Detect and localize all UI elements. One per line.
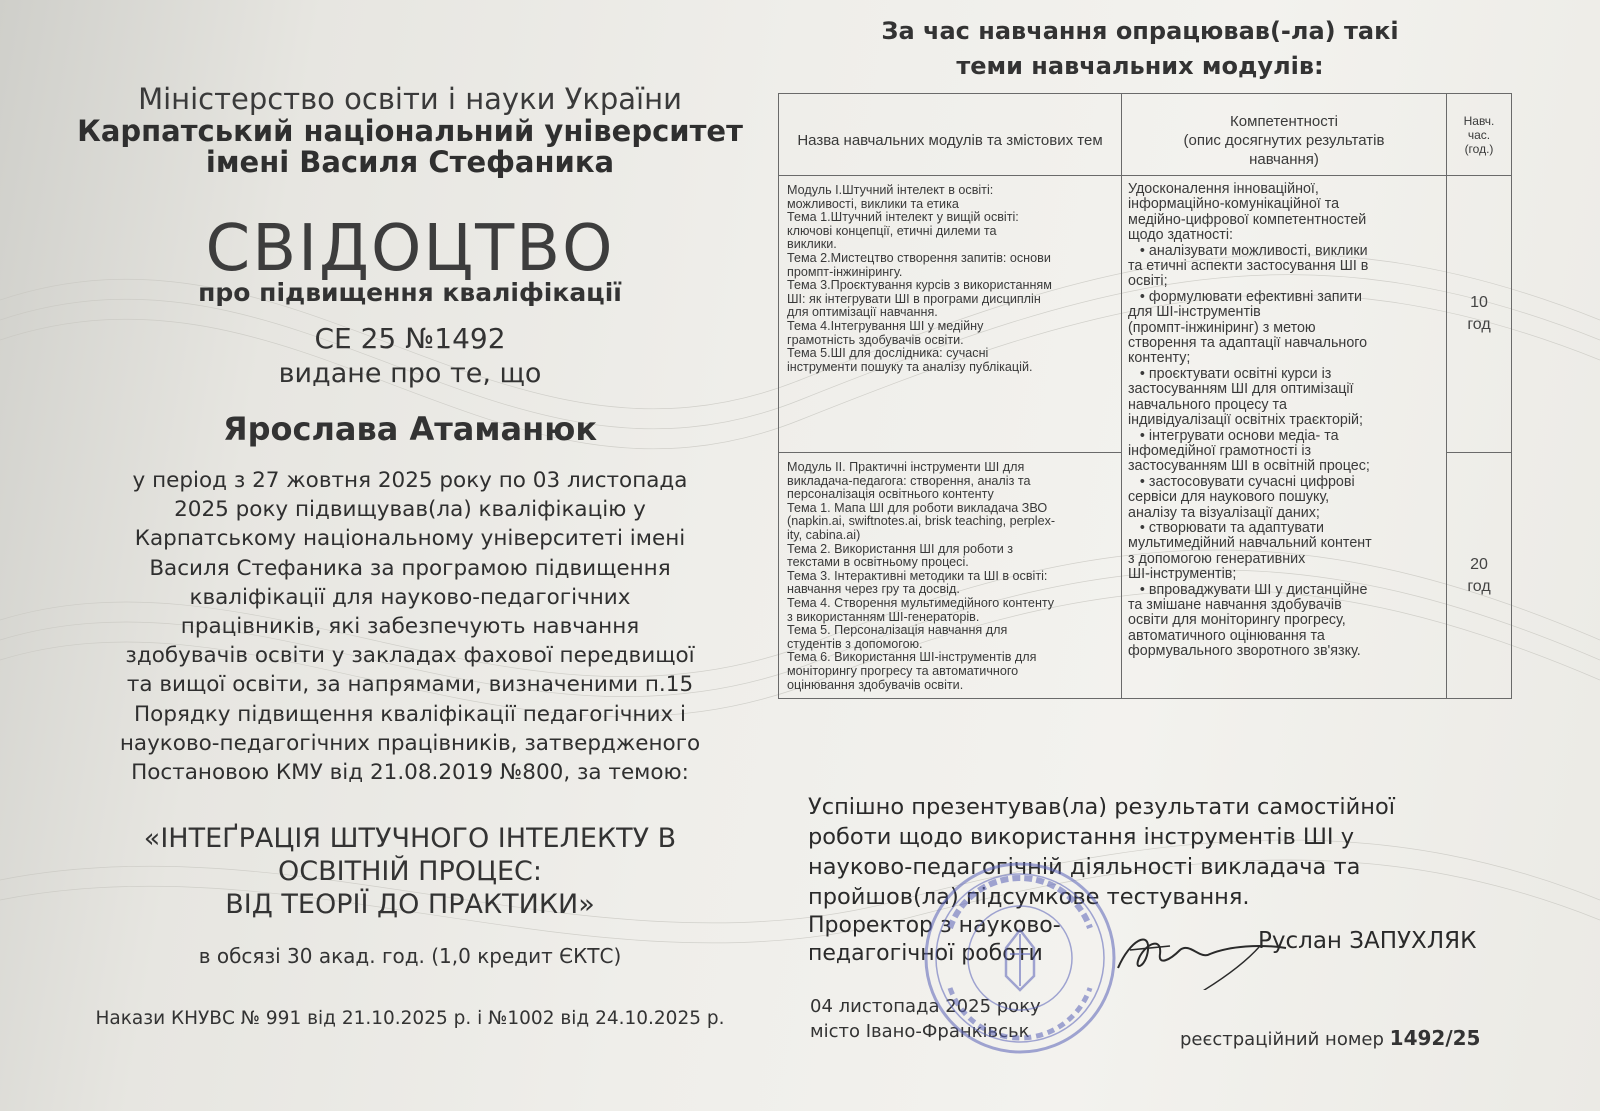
certificate-number: СЕ 25 №1492 bbox=[314, 322, 506, 355]
header-line: (год.) bbox=[1464, 141, 1494, 156]
module-line: текстами в освітньому процесі. bbox=[787, 555, 969, 570]
result-line: науково-педагогічній діяльності викладача та bbox=[808, 854, 1361, 880]
competence-line: та змішане навчання здобувачів bbox=[1128, 596, 1342, 613]
course-topic bbox=[60, 822, 760, 921]
module-1-hours bbox=[1447, 176, 1512, 453]
module-1-cell bbox=[779, 176, 1122, 453]
competence-line: аналізу та візуалізації даних; bbox=[1128, 504, 1320, 521]
body-line: науково-педагогічних працівників, затвердженого bbox=[119, 730, 701, 756]
module-line: студентів з допомогою. bbox=[787, 636, 923, 651]
holder-name: Ярослава Атаманюк bbox=[222, 410, 598, 448]
competence-line: створення та адаптації навчального bbox=[1128, 335, 1368, 352]
header-line: (опис досягнутих результатів bbox=[1183, 132, 1385, 149]
module-line: Тема 1.Штучний інтелект у вищій освіті: bbox=[787, 210, 1019, 225]
body-line: Порядку підвищення кваліфікації педагогічних і bbox=[134, 701, 686, 727]
signer-name: Руслан ЗАПУХЛЯК bbox=[1258, 928, 1477, 954]
body-line: у період з 27 жовтня 2025 року по 03 листопада bbox=[132, 468, 688, 493]
body-line: працівників, які забезпечують навчання bbox=[180, 614, 640, 640]
competence-line: навчального процесу та bbox=[1128, 396, 1287, 413]
module-line: ШІ: як інтегрувати ШІ в програми дисциплін bbox=[787, 291, 1041, 306]
certificate-subtitle: про підвищення кваліфікації bbox=[198, 278, 622, 307]
module-2-hours bbox=[1447, 453, 1512, 699]
header-competences bbox=[1122, 94, 1447, 176]
competence-line: • застосовувати сучасні цифрові bbox=[1128, 473, 1355, 490]
module-line: Тема 4.Інтегрування ШІ у медійну bbox=[787, 318, 984, 333]
module-line: грамотність здобувачів освіти. bbox=[787, 332, 964, 347]
course-volume: в обсязі 30 акад. год. (1,0 кредит ЄКТС) bbox=[198, 944, 622, 968]
module-line: Тема 2.Мистецтво створення запитів: основи bbox=[787, 250, 1051, 265]
competence-line: Удосконалення інноваційної, bbox=[1128, 181, 1319, 197]
module-line: ключові концепції, етичні дилеми та bbox=[787, 223, 997, 238]
module-line: Тема 5.ШІ для дослідника: сучасні bbox=[787, 346, 989, 361]
position-line: педагогічної роботи bbox=[808, 941, 1043, 966]
module-line: промпт-інжинірингу. bbox=[787, 264, 903, 279]
competence-line: сервіси для наукового пошуку, bbox=[1128, 489, 1330, 506]
module-line: інструменти пошуку та аналізу публікацій. bbox=[787, 359, 1033, 374]
issue-city: місто Івано-Франківськ bbox=[810, 1021, 1030, 1042]
module-line: Модуль ІІ. Практичні інструменти ШІ для bbox=[787, 460, 1025, 474]
result-line: Успішно презентував(ла) результати самостійної bbox=[808, 794, 1396, 820]
result-statement bbox=[808, 792, 1498, 912]
topic-line: ОСВІТНІЙ ПРОЦЕС: bbox=[278, 856, 542, 887]
competence-line: індивідуалізації освітніх траєкторій; bbox=[1128, 412, 1363, 429]
competence-line: медійно-цифрової компетентностей bbox=[1128, 211, 1367, 228]
reg-label: реєстраційний номер bbox=[1180, 1029, 1384, 1050]
module-line: Тема 3. Інтерактивні методики та ШІ в освіті: bbox=[787, 568, 1048, 583]
topic-line: ВІД ТЕОРІЇ ДО ПРАКТИКИ» bbox=[225, 889, 595, 920]
competence-line: інфомедійної грамотності із bbox=[1128, 442, 1312, 459]
module-line: Модуль І.Штучний інтелект в освіті: bbox=[787, 183, 994, 197]
header-line: Компетентності bbox=[1230, 113, 1338, 130]
heading-line: За час навчання опрацював(-ла) такі bbox=[881, 17, 1399, 45]
competence-line: застосуванням ШІ в освітній процес; bbox=[1128, 458, 1370, 475]
competence-line: • проєктувати освітні курси із bbox=[1128, 365, 1332, 382]
module-line: можливості, виклики та етика bbox=[787, 196, 959, 211]
module-line: моніторингу прогресу та автоматичного bbox=[787, 663, 1019, 678]
competence-line: контенту; bbox=[1128, 350, 1191, 367]
certificate-body bbox=[60, 466, 760, 787]
module-2-cell bbox=[779, 453, 1122, 699]
module-line: Тема 4. Створення мультимедійного контенту bbox=[787, 595, 1055, 610]
hours-value: 10 bbox=[1470, 294, 1488, 311]
module-line: навчання через гру та досвід. bbox=[787, 582, 960, 597]
module-line: персоналізація освітнього контенту bbox=[787, 487, 994, 502]
orders-reference: Накази КНУВС № 991 від 21.10.2025 р. і №1002 від 24.10.2025 р. bbox=[95, 1008, 725, 1029]
modules-table bbox=[778, 93, 1512, 699]
modules-heading bbox=[780, 14, 1500, 84]
competence-line: інформаційно-комунікаційної та bbox=[1128, 196, 1340, 213]
position-line: Проректор з науково- bbox=[808, 913, 1061, 938]
competence-line: • впроваджувати ШІ у дистанційне bbox=[1128, 581, 1368, 598]
certificate-title: СВІДОЦТВО bbox=[205, 212, 615, 286]
university-line: імені Василя Стефаника bbox=[205, 145, 615, 179]
module-line: ity, cabina.ai) bbox=[787, 527, 861, 542]
competence-line: формувального зворотного зв'язку. bbox=[1128, 643, 1361, 660]
header-line: Навч. bbox=[1463, 113, 1495, 128]
module-line: викладача-педагога: створення, аналіз та bbox=[787, 473, 1031, 488]
body-line: здобувачів освіти у закладах фахової передвищої bbox=[125, 643, 695, 669]
header-line: навчання) bbox=[1249, 151, 1319, 168]
table-header-row bbox=[779, 94, 1512, 176]
reg-number: 1492/25 bbox=[1389, 1026, 1481, 1050]
competence-line: з допомогою генеративних bbox=[1128, 550, 1306, 567]
body-line: 2025 року підвищував(ла) кваліфікацію у bbox=[174, 497, 646, 523]
module-line: з використанням ШІ-генераторів. bbox=[787, 609, 980, 624]
module-line: Тема 5. Персоналізація навчання для bbox=[787, 623, 1008, 638]
competence-line: для ШІ-інструментів bbox=[1128, 304, 1261, 321]
module-line: Тема 3.Проєктування курсів з використанням bbox=[787, 278, 1052, 293]
result-line: пройшов(ла) підсумкове тестування. bbox=[808, 884, 1250, 910]
hours-unit: год bbox=[1467, 316, 1491, 333]
competence-line: освіти для моніторингу прогресу, bbox=[1128, 612, 1346, 629]
competence-line: мультимедійний навчальний контент bbox=[1128, 535, 1372, 552]
competence-line: ШІ-інструментів; bbox=[1128, 566, 1237, 583]
competence-line: автоматичного оцінювання та bbox=[1128, 627, 1325, 644]
competence-line: • формулювати ефективні запити bbox=[1128, 288, 1363, 305]
competence-line: застосуванням ШІ для оптимізації bbox=[1128, 381, 1354, 398]
competence-line: • створювати та адаптувати bbox=[1128, 519, 1324, 536]
body-line: Василя Стефаника за програмою підвищення bbox=[149, 555, 671, 581]
module-line: (napkin.ai, swiftnotes.ai, brisk teaching, perplex- bbox=[787, 514, 1056, 529]
module-line: оцінювання здобувачів освіти. bbox=[787, 677, 964, 692]
module-line: Тема 6. Використання ШІ-інструментів для bbox=[787, 650, 1037, 665]
hours-value: 20 bbox=[1470, 555, 1488, 573]
result-line: роботи щодо використання інструментів ШІ у bbox=[808, 824, 1355, 850]
issue-date: 04 листопада 2025 року bbox=[810, 996, 1041, 1017]
module-line: Тема 1. Мапа ШІ для роботи викладача ЗВО bbox=[787, 500, 1048, 515]
university-seal-stamp bbox=[920, 858, 1120, 1058]
competence-line: (промпт-інжиніринг) з метою bbox=[1128, 319, 1316, 336]
module-line: Тема 2. Використання ШІ для роботи з bbox=[787, 541, 1014, 556]
header-line: час. bbox=[1467, 127, 1491, 142]
competence-line: • інтегрувати основи медіа- та bbox=[1128, 427, 1339, 444]
body-line: Карпатському національному університеті імені bbox=[134, 526, 686, 552]
competences-cell bbox=[1122, 176, 1447, 699]
header-modules: Назва навчальних модулів та змістових тем bbox=[779, 94, 1122, 176]
competence-line: освіті; bbox=[1128, 273, 1168, 290]
body-line: та вищої освіти, за напрямами, визначеними п.15 bbox=[126, 672, 694, 698]
ministry-name: Міністерство освіти і науки України bbox=[138, 82, 682, 116]
competence-line: • аналізувати можливості, виклики bbox=[1128, 242, 1368, 259]
table-row bbox=[779, 176, 1512, 453]
body-line: Постановою КМУ від 21.08.2019 №800, за темою: bbox=[131, 760, 689, 786]
competence-line: щодо здатності: bbox=[1128, 227, 1233, 244]
university-line: Карпатський національний університет bbox=[77, 114, 743, 148]
hours-unit: год bbox=[1467, 577, 1491, 595]
module-line: виклики. bbox=[787, 237, 837, 252]
heading-line: теми навчальних модулів: bbox=[956, 52, 1324, 80]
body-line: кваліфікації для науково-педагогічних bbox=[189, 584, 631, 610]
issued-to-text: видане про те, що bbox=[278, 358, 542, 389]
topic-line: «ІНТЕҐРАЦІЯ ШТУЧНОГО ІНТЕЛЕКТУ В bbox=[143, 823, 677, 854]
registration-number bbox=[1180, 1026, 1480, 1050]
module-line: для оптимізації навчання. bbox=[787, 305, 938, 320]
university-name bbox=[60, 116, 760, 178]
competence-line: та етичні аспекти застосування ШІ в bbox=[1128, 258, 1369, 275]
header-hours bbox=[1447, 94, 1512, 176]
